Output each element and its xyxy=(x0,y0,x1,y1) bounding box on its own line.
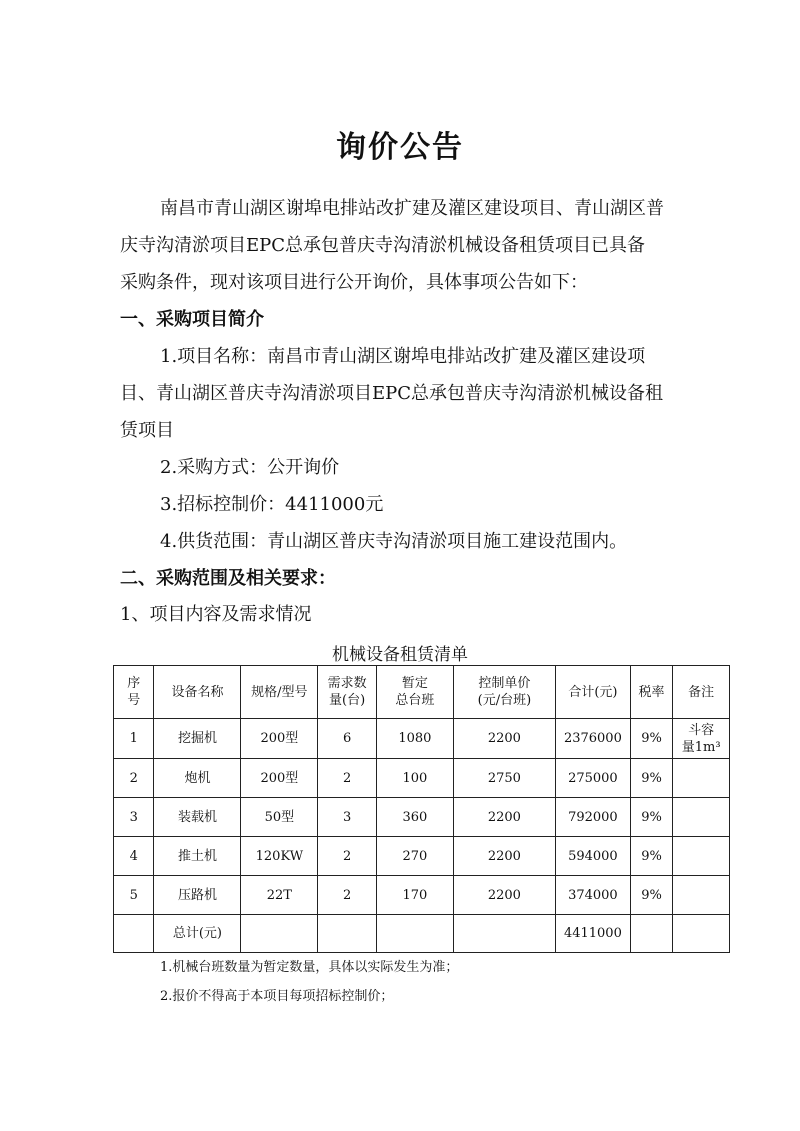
cell-total: 275000 xyxy=(555,759,630,798)
cell-model: 50型 xyxy=(241,798,318,837)
cell-price: 2200 xyxy=(453,798,555,837)
cell-qty xyxy=(318,915,377,953)
procurement-method: 2.采购方式：公开询价 xyxy=(160,457,340,478)
cell-tax xyxy=(630,915,672,953)
cell-seq: 4 xyxy=(114,837,154,876)
cell-remark xyxy=(673,759,730,798)
cell-name: 炮机 xyxy=(154,759,241,798)
cell-tax: 9% xyxy=(630,837,672,876)
intro-line-2: 庆寺沟清淤项目EPC总承包普庆寺沟清淤机械设备租赁项目已具备 xyxy=(120,235,646,256)
cell-total: 374000 xyxy=(555,876,630,915)
supply-scope: 4.供货范围：青山湖区普庆寺沟清淤项目施工建设范围内。 xyxy=(160,531,628,552)
cell-seq: 3 xyxy=(114,798,154,837)
cell-model: 200型 xyxy=(241,719,318,759)
intro-line-3: 采购条件，现对该项目进行公开询价，具体事项公告如下： xyxy=(120,272,588,293)
table-row xyxy=(114,837,730,876)
cell-tax: 9% xyxy=(630,798,672,837)
header-shifts: 暂定 总台班 xyxy=(376,666,453,719)
cell-model: 22T xyxy=(241,876,318,915)
project-name-line-2: 目、青山湖区普庆寺沟清淤项目EPC总承包普庆寺沟清淤机械设备租 xyxy=(120,383,664,404)
cell-seq: 1 xyxy=(114,719,154,759)
table-caption: 机械设备租赁清单 xyxy=(332,645,468,665)
table-row xyxy=(114,759,730,798)
cell-model xyxy=(241,915,318,953)
table-total-row xyxy=(114,915,730,953)
cell-qty: 6 xyxy=(318,719,377,759)
cell-total: 792000 xyxy=(555,798,630,837)
cell-price: 2200 xyxy=(453,837,555,876)
table-row xyxy=(114,876,730,915)
cell-shifts: 1080 xyxy=(376,719,453,759)
cell-name: 压路机 xyxy=(154,876,241,915)
header-name: 设备名称 xyxy=(154,666,241,719)
cell-remark xyxy=(673,837,730,876)
cell-total: 594000 xyxy=(555,837,630,876)
cell-remark xyxy=(673,798,730,837)
cell-name: 装载机 xyxy=(154,798,241,837)
section-heading-2: 二、采购范围及相关要求： xyxy=(120,568,336,589)
note-1: 1.机械台班数量为暂定数量，具体以实际发生为准； xyxy=(160,960,459,975)
header-seq: 序 号 xyxy=(114,666,154,719)
cell-price: 2200 xyxy=(453,876,555,915)
total-value: 4411000 xyxy=(555,915,630,953)
page-title: 询价公告 xyxy=(336,130,464,165)
cell-remark xyxy=(673,876,730,915)
cell-shifts: 100 xyxy=(376,759,453,798)
cell-shifts: 170 xyxy=(376,876,453,915)
table-header-row xyxy=(114,666,730,719)
subsection-heading: 1、项目内容及需求情况 xyxy=(120,604,312,625)
cell-tax: 9% xyxy=(630,719,672,759)
section-heading-1: 一、采购项目简介 xyxy=(120,309,264,330)
cell-tax: 9% xyxy=(630,759,672,798)
header-remark: 备注 xyxy=(673,666,730,719)
cell-shifts xyxy=(376,915,453,953)
header-qty: 需求数 量(台) xyxy=(318,666,377,719)
cell-qty: 3 xyxy=(318,798,377,837)
header-total: 合计(元) xyxy=(555,666,630,719)
table-row xyxy=(114,798,730,837)
equipment-table xyxy=(113,665,730,953)
cell-remark xyxy=(673,915,730,953)
table-row xyxy=(114,719,730,759)
cell-qty: 2 xyxy=(318,759,377,798)
cell-name: 挖掘机 xyxy=(154,719,241,759)
cell-model: 200型 xyxy=(241,759,318,798)
cell-shifts: 360 xyxy=(376,798,453,837)
intro-line-1: 南昌市青山湖区谢埠电排站改扩建及灌区建设项目、青山湖区普 xyxy=(160,198,664,219)
header-model: 规格/型号 xyxy=(241,666,318,719)
cell-shifts: 270 xyxy=(376,837,453,876)
cell-seq: 2 xyxy=(114,759,154,798)
cell-model: 120KW xyxy=(241,837,318,876)
cell-price: 2200 xyxy=(453,719,555,759)
cell-tax: 9% xyxy=(630,876,672,915)
cell-price xyxy=(453,915,555,953)
project-name-line-1: 1.项目名称：南昌市青山湖区谢埠电排站改扩建及灌区建设项 xyxy=(160,346,646,367)
note-2: 2.报价不得高于本项目每项招标控制价； xyxy=(160,989,394,1004)
header-tax: 税率 xyxy=(630,666,672,719)
cell-name: 推土机 xyxy=(154,837,241,876)
cell-seq xyxy=(114,915,154,953)
cell-seq: 5 xyxy=(114,876,154,915)
cell-remark: 斗容 量1m³ xyxy=(673,719,730,759)
cell-price: 2750 xyxy=(453,759,555,798)
control-price: 3.招标控制价：4411000元 xyxy=(160,494,384,515)
cell-qty: 2 xyxy=(318,876,377,915)
total-label: 总计(元) xyxy=(154,915,241,953)
project-name-line-3: 赁项目 xyxy=(120,420,174,441)
header-price: 控制单价 (元/台班) xyxy=(453,666,555,719)
cell-qty: 2 xyxy=(318,837,377,876)
cell-total: 2376000 xyxy=(555,719,630,759)
